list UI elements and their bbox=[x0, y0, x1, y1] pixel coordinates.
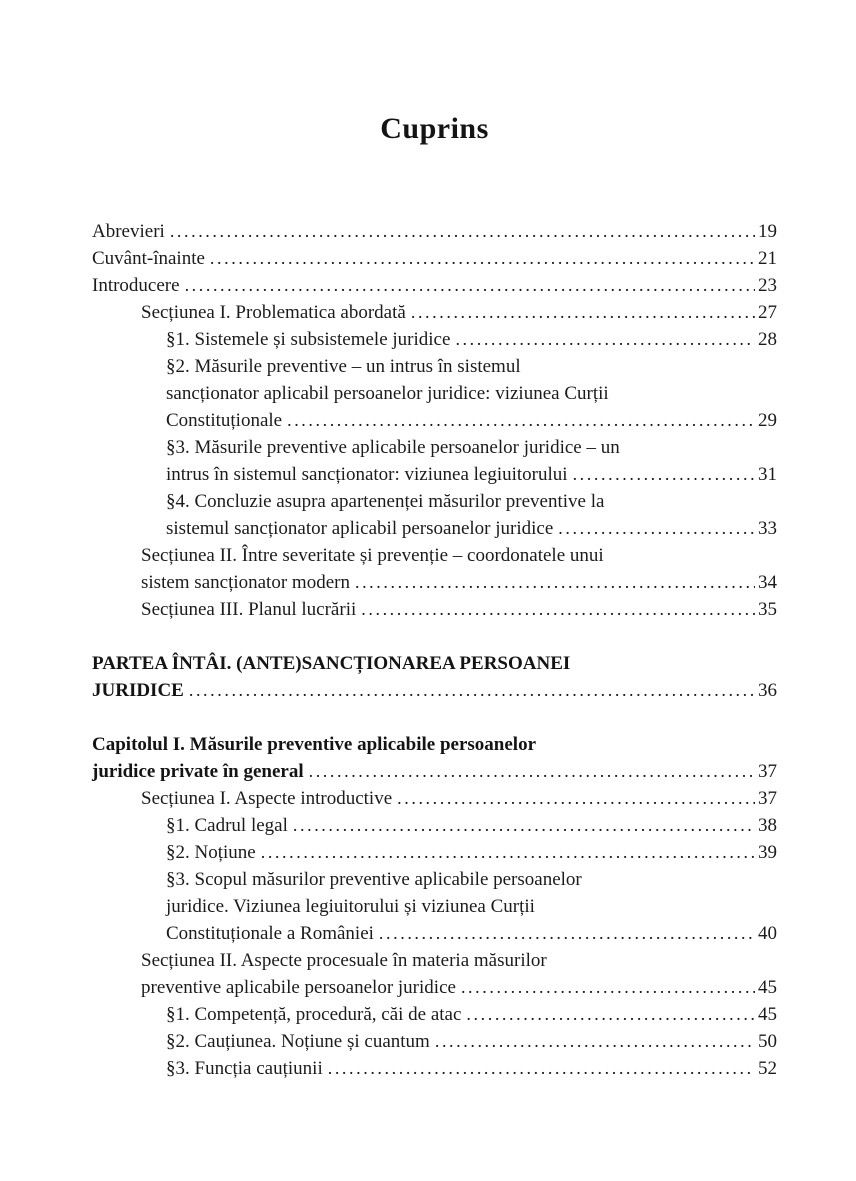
toc-line bbox=[166, 1055, 777, 1082]
toc-entry-text: Constituționale a României bbox=[166, 923, 374, 944]
table-of-contents bbox=[92, 218, 777, 1082]
toc-line bbox=[92, 758, 777, 785]
toc-line bbox=[166, 461, 777, 488]
toc-line bbox=[166, 515, 777, 542]
toc-entry-text: juridice. Viziunea legiuitorului și viziunea Curții bbox=[166, 896, 535, 917]
dot-leader bbox=[361, 596, 755, 623]
toc-entry-text: preventive aplicabile persoanelor juridice bbox=[141, 977, 456, 998]
page-number: 27 bbox=[758, 302, 777, 323]
toc-line bbox=[166, 920, 777, 947]
toc-entry bbox=[92, 947, 777, 1001]
toc-entry bbox=[92, 326, 777, 353]
toc-line bbox=[166, 1001, 777, 1028]
toc-entry bbox=[92, 650, 777, 704]
page-number: 23 bbox=[758, 275, 777, 296]
page-number: 29 bbox=[758, 410, 777, 431]
dot-leader bbox=[397, 785, 755, 812]
page-number: 37 bbox=[758, 788, 777, 809]
toc-entry-text: §2. Noțiune bbox=[166, 842, 256, 863]
toc-entry-text: sistemul sancționator aplicabil persoanelor juridice bbox=[166, 518, 554, 539]
toc-entry-text: Secțiunea II. Aspecte procesuale în materia măsurilor bbox=[141, 950, 547, 971]
dot-leader bbox=[309, 758, 755, 785]
toc-entry bbox=[92, 434, 777, 488]
toc-line bbox=[166, 434, 777, 461]
dot-leader bbox=[573, 461, 755, 488]
toc-line bbox=[141, 569, 777, 596]
toc-entry-text: Secțiunea III. Planul lucrării bbox=[141, 599, 357, 620]
toc-line bbox=[166, 866, 777, 893]
page-number: 37 bbox=[758, 761, 777, 782]
toc-entry-text: Introducere bbox=[92, 275, 180, 296]
toc-entry bbox=[92, 1028, 777, 1055]
dot-leader bbox=[355, 569, 755, 596]
dot-leader bbox=[455, 326, 755, 353]
toc-entry-text: Abrevieri bbox=[92, 221, 165, 242]
toc-entry-text: Cuvânt-înainte bbox=[92, 248, 205, 269]
dot-leader bbox=[189, 677, 755, 704]
toc-entry bbox=[92, 1055, 777, 1082]
page-title: Cuprins bbox=[380, 112, 489, 145]
dot-leader bbox=[185, 272, 755, 299]
dot-leader bbox=[466, 1001, 755, 1028]
dot-leader bbox=[558, 515, 755, 542]
page-number: 39 bbox=[758, 842, 777, 863]
toc-entry bbox=[92, 731, 777, 785]
toc-entry bbox=[92, 542, 777, 596]
toc-line bbox=[166, 893, 777, 920]
dot-leader bbox=[287, 407, 755, 434]
toc-line bbox=[141, 596, 777, 623]
toc-entry-text: §3. Scopul măsurilor preventive aplicabile persoanelor bbox=[166, 869, 582, 890]
toc-line bbox=[141, 947, 777, 974]
dot-leader bbox=[328, 1055, 755, 1082]
toc-entry-text: sancționator aplicabil persoanelor juridice: viziunea Curții bbox=[166, 383, 609, 404]
toc-entry-text: §3. Măsurile preventive aplicabile persoanelor juridice – un bbox=[166, 437, 620, 458]
toc-line bbox=[141, 974, 777, 1001]
dot-leader bbox=[210, 245, 755, 272]
toc-entry bbox=[92, 353, 777, 434]
page-number: 19 bbox=[758, 221, 777, 242]
toc-line bbox=[92, 731, 777, 758]
toc-line bbox=[141, 542, 777, 569]
toc-entry-text: juridice private în general bbox=[92, 761, 304, 782]
dot-leader bbox=[170, 218, 755, 245]
toc-line bbox=[92, 245, 777, 272]
page-number: 34 bbox=[758, 572, 777, 593]
toc-line bbox=[166, 839, 777, 866]
toc-entry bbox=[92, 272, 777, 299]
toc-line bbox=[166, 488, 777, 515]
toc-entry bbox=[92, 245, 777, 272]
toc-entry-text: sistem sancționator modern bbox=[141, 572, 350, 593]
toc-line bbox=[166, 407, 777, 434]
toc-line bbox=[166, 326, 777, 353]
toc-entry-text: §2. Măsurile preventive – un intrus în sistemul bbox=[166, 356, 521, 377]
page-number: 52 bbox=[758, 1058, 777, 1079]
toc-entry bbox=[92, 299, 777, 326]
toc-entry-text: §1. Cadrul legal bbox=[166, 815, 288, 836]
toc-entry bbox=[92, 812, 777, 839]
page-number: 31 bbox=[758, 464, 777, 485]
dot-leader bbox=[435, 1028, 755, 1055]
toc-entry-text: §1. Sistemele și subsistemele juridice bbox=[166, 329, 451, 350]
dot-leader bbox=[461, 974, 755, 1001]
toc-entry bbox=[92, 1001, 777, 1028]
page-number: 28 bbox=[758, 329, 777, 350]
toc-line bbox=[92, 272, 777, 299]
toc-entry bbox=[92, 488, 777, 542]
page-number: 50 bbox=[758, 1031, 777, 1052]
page-number: 40 bbox=[758, 923, 777, 944]
toc-entry-text: PARTEA ÎNTÂI. (ANTE)SANCȚIONAREA PERSOANEI bbox=[92, 653, 571, 674]
toc-entry bbox=[92, 785, 777, 812]
toc-line bbox=[141, 785, 777, 812]
toc-line bbox=[92, 650, 777, 677]
toc-entry-text: Secțiunea II. Între severitate și prevenție – coordonatele unui bbox=[141, 545, 604, 566]
toc-entry-text: Capitolul I. Măsurile preventive aplicabile persoanelor bbox=[92, 734, 537, 755]
toc-line bbox=[92, 677, 777, 704]
page-number: 45 bbox=[758, 977, 777, 998]
toc-entry-text: Constituționale bbox=[166, 410, 283, 431]
toc-line bbox=[166, 380, 777, 407]
toc-entry-text: intrus în sistemul sancționator: viziunea legiuitorului bbox=[166, 464, 568, 485]
toc-entry-text: JURIDICE bbox=[92, 680, 184, 701]
dot-leader bbox=[261, 839, 755, 866]
toc-entry bbox=[92, 839, 777, 866]
toc-entry bbox=[92, 596, 777, 623]
toc-line bbox=[92, 218, 777, 245]
page-number: 38 bbox=[758, 815, 777, 836]
page-number: 36 bbox=[758, 680, 777, 701]
toc-entry-text: §1. Competență, procedură, căi de atac bbox=[166, 1004, 462, 1025]
toc-entry-text: §2. Cauțiunea. Noțiune și cuantum bbox=[166, 1031, 430, 1052]
dot-leader bbox=[411, 299, 755, 326]
toc-line bbox=[166, 1028, 777, 1055]
toc-entry-text: Secțiunea I. Problematica abordată bbox=[141, 302, 406, 323]
toc-entry-text: §3. Funcția cauțiunii bbox=[166, 1058, 323, 1079]
toc-entry-text: Secțiunea I. Aspecte introductive bbox=[141, 788, 393, 809]
toc-entry bbox=[92, 866, 777, 947]
toc-line bbox=[166, 812, 777, 839]
page-number: 21 bbox=[758, 248, 777, 269]
dot-leader bbox=[293, 812, 755, 839]
toc-entry-text: §4. Concluzie asupra apartenenței măsurilor preventive la bbox=[166, 491, 605, 512]
page-number: 35 bbox=[758, 599, 777, 620]
toc-entry bbox=[92, 218, 777, 245]
toc-line bbox=[141, 299, 777, 326]
dot-leader bbox=[379, 920, 755, 947]
page-number: 45 bbox=[758, 1004, 777, 1025]
toc-line bbox=[166, 353, 777, 380]
page-number: 33 bbox=[758, 518, 777, 539]
